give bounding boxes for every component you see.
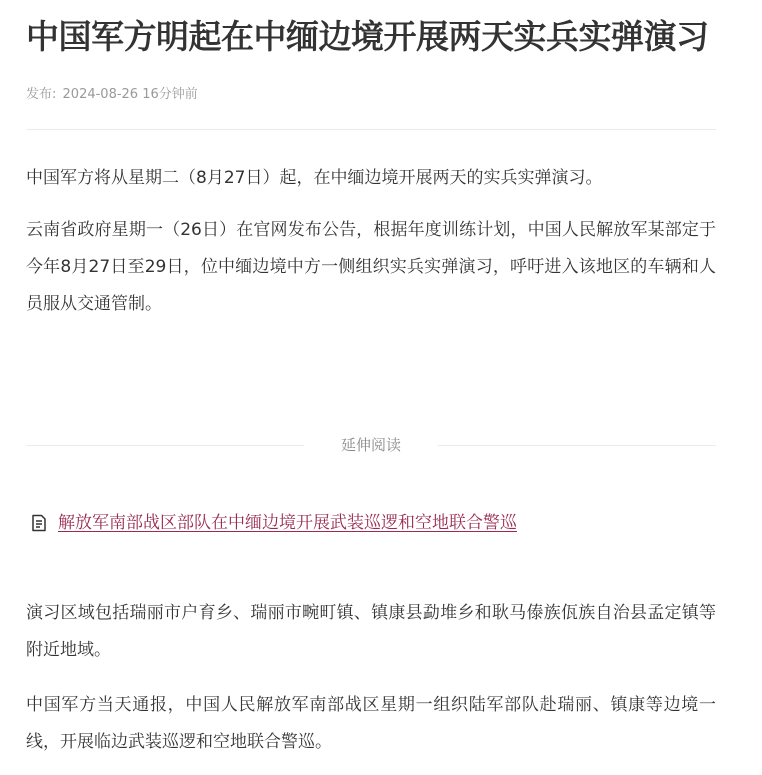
paragraph-1: 中国军方将从星期二（8月27日）起，在中缅边境开展两天的实兵实弹演习。 bbox=[26, 168, 603, 188]
related-reading-label: 延伸阅读 bbox=[340, 436, 401, 454]
related-article-link[interactable]: 解放军南部战区部队在中缅边境开展武装巡逻和空地联合警巡 bbox=[58, 513, 517, 533]
document-icon bbox=[30, 514, 48, 532]
publish-meta bbox=[26, 86, 198, 104]
paragraph-3: 演习区域包括瑞丽市户育乡、瑞丽市畹町镇、镇康县勐堆乡和耿马傣族佤族自治县孟定镇等附近地域。 bbox=[26, 603, 716, 660]
article-title: 中国军方明起在中缅边境开展两天实兵实弹演习 bbox=[26, 17, 709, 56]
related-reading-header bbox=[26, 434, 716, 456]
related-divider-right bbox=[438, 445, 716, 446]
paragraph-2: 云南省政府星期一（26日）在官网发布公告，根据年度训练计划，中国人民解放军某部定于今年8月27日至29日，位中缅边境中方一侧组织实兵实弹演习，呼吁进入该地区的车辆和人员服从交通管制。 bbox=[26, 220, 716, 314]
paragraph-4: 中国军方当天通报，中国人民解放军南部战区星期一组织陆军部队赴瑞丽、镇康等边境一线，开展临边武装巡逻和空地联合警巡。 bbox=[26, 695, 716, 752]
publish-label: 发布: bbox=[26, 87, 57, 102]
related-link-row[interactable] bbox=[30, 510, 517, 536]
header-divider bbox=[26, 129, 716, 130]
publish-relative-time: 16分钟前 bbox=[142, 87, 198, 102]
publish-date: 2024-08-26 bbox=[62, 87, 139, 102]
